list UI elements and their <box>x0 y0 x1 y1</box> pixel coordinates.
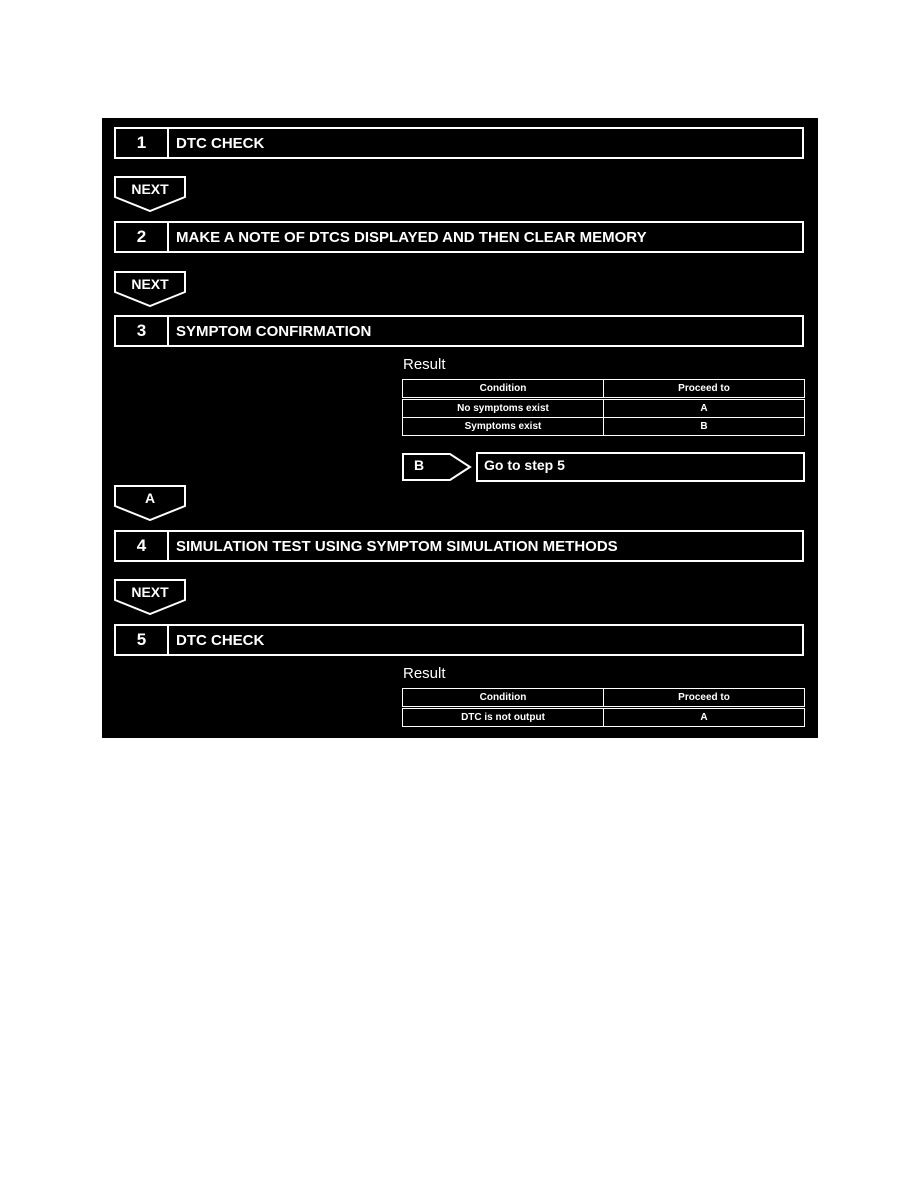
next-arrow <box>114 579 186 615</box>
cell-proceed-to: A <box>604 399 805 418</box>
step-number: 3 <box>116 317 169 345</box>
step-number: 5 <box>116 626 169 654</box>
header-condition: Condition <box>403 380 604 399</box>
cell-proceed-to: A <box>604 708 805 727</box>
step-number: 4 <box>116 532 169 560</box>
step-1 <box>114 127 804 159</box>
step-title: SIMULATION TEST USING SYMPTOM SIMULATION METHODS <box>176 537 618 555</box>
cell-condition: No symptoms exist <box>403 399 604 418</box>
arrow-label: NEXT <box>131 584 169 600</box>
table-row <box>403 708 805 727</box>
result-table <box>402 379 805 436</box>
step-4 <box>114 530 804 562</box>
step-title: DTC CHECK <box>176 631 265 649</box>
table-row <box>403 418 805 436</box>
result-label: Result <box>403 665 446 682</box>
result-table <box>402 688 805 727</box>
cell-condition: Symptoms exist <box>403 418 604 436</box>
branch-target: Go to step 5 <box>484 457 565 473</box>
step-2 <box>114 221 804 253</box>
table-header-row <box>403 689 805 708</box>
a-arrow <box>114 485 186 521</box>
arrow-label: NEXT <box>131 276 169 292</box>
header-condition: Condition <box>403 689 604 708</box>
step-3 <box>114 315 804 347</box>
next-arrow <box>114 271 186 307</box>
step-number: 2 <box>116 223 169 251</box>
step-5 <box>114 624 804 656</box>
step-title: SYMPTOM CONFIRMATION <box>176 322 372 340</box>
step-number: 1 <box>116 129 169 157</box>
table-header-row <box>403 380 805 399</box>
result-label: Result <box>403 356 446 373</box>
arrow-label: A <box>144 490 156 506</box>
step-title: DTC CHECK <box>176 134 265 152</box>
branch-label: B <box>414 457 425 473</box>
cell-proceed-to: B <box>604 418 805 436</box>
arrow-label: NEXT <box>131 181 169 197</box>
table-row <box>403 399 805 418</box>
branch-arrow-icon <box>402 452 805 482</box>
branch-goto <box>402 452 805 482</box>
cell-condition: DTC is not output <box>403 708 604 727</box>
flowchart-panel <box>102 118 818 738</box>
header-proceed-to: Proceed to <box>604 689 805 708</box>
next-arrow <box>114 176 186 212</box>
header-proceed-to: Proceed to <box>604 380 805 399</box>
step-title: MAKE A NOTE OF DTCS DISPLAYED AND THEN CLEAR MEMORY <box>176 228 647 246</box>
